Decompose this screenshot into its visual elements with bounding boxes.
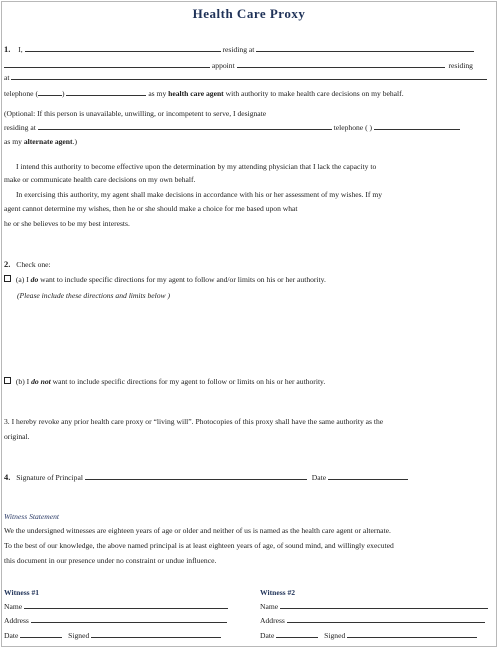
option-a-prefix: (a) I xyxy=(15,275,29,284)
alternate-address-field[interactable] xyxy=(38,122,332,130)
agent-address-field[interactable] xyxy=(11,72,487,80)
section-1-number: 1. xyxy=(4,44,11,54)
witness-2-address-field[interactable] xyxy=(287,615,485,623)
witness-2-date-field[interactable] xyxy=(276,630,318,638)
principal-address-cont-field[interactable] xyxy=(4,60,210,68)
option-b-checkbox[interactable] xyxy=(4,377,11,384)
section-1-line-3 xyxy=(4,72,487,83)
agent-authority-text: with authority to make health care decisions on my behalf. xyxy=(225,89,404,98)
as-my-label: as my xyxy=(148,89,167,98)
residing-label: residing xyxy=(448,61,473,70)
principal-address-field[interactable] xyxy=(256,44,474,52)
section-1-line-6 xyxy=(4,122,460,133)
section-4-number: 4. xyxy=(4,472,11,482)
witness-2-title: Witness #2 xyxy=(260,588,296,597)
witness-2-signed-label: Signed xyxy=(324,631,346,640)
option-b-do-not: do not xyxy=(31,377,51,386)
witness-2-signature-field[interactable] xyxy=(347,630,477,638)
section-2-number: 2. xyxy=(4,259,11,269)
witness-statement-line-1: We the undersigned witnesses are eighteen years of age or older and neither of us is named as the health care agent or alternate. xyxy=(4,526,391,535)
principal-name-field[interactable] xyxy=(25,44,221,52)
witness-statement-heading: Witness Statement xyxy=(4,512,60,521)
health-care-agent-label: health care agent xyxy=(168,89,224,98)
witness-1-name-field[interactable] xyxy=(24,601,228,609)
witness-2-name-label: Name xyxy=(260,602,279,611)
optional-line: (Optional: If this person is unavailable, unwilling, or incompetent to serve, I designate xyxy=(4,109,267,118)
section-1-line-7 xyxy=(4,137,77,147)
authority-paragraph-2b: agent cannot determine my wishes, then he or she should make a choice for me based upon what xyxy=(4,204,298,213)
witness-2-date-row xyxy=(260,630,477,641)
option-b-prefix: (b) I xyxy=(15,377,30,386)
witness-1-address-label: Address xyxy=(4,616,29,625)
tel-close-paren: ) xyxy=(61,89,65,98)
agent-telephone-field[interactable] xyxy=(66,88,146,96)
witness-1-signature-field[interactable] xyxy=(91,630,221,638)
witness-2-date-label: Date xyxy=(260,631,275,640)
witness-1-address-row xyxy=(4,615,227,626)
principal-date-label: Date xyxy=(311,473,327,482)
witness-1-date-field[interactable] xyxy=(20,630,62,638)
authority-paragraph-2: In exercising this authority, my agent shall make decisions in accordance with his or her assessment of my wishes. If my xyxy=(16,190,383,199)
check-one-label: Check one: xyxy=(16,260,51,269)
alt-telephone-label: telephone xyxy=(333,123,364,132)
as-my-label-2: as my xyxy=(4,137,22,146)
section-4-signature xyxy=(4,472,408,483)
authority-paragraph-2c: he or she believes to be my best interests. xyxy=(4,219,130,228)
witness-statement-line-3: this document in our presence under no constraint or undue influence. xyxy=(4,556,217,565)
at-label: at xyxy=(4,73,10,82)
signature-of-principal-label: Signature of Principal xyxy=(16,473,83,482)
page-title: Health Care Proxy xyxy=(192,6,306,21)
alternate-telephone-field[interactable] xyxy=(374,122,460,130)
option-a-text: want to include specific directions for my agent to follow and/or limits on his or her authority. xyxy=(40,275,326,284)
option-b xyxy=(4,377,325,387)
witness-2-address-row xyxy=(260,615,485,626)
alt-area-code-field[interactable]: ( ) xyxy=(365,123,373,132)
authority-paragraph-1b: make or communicate health care decisions on my own behalf. xyxy=(4,175,196,184)
witness-1-title: Witness #1 xyxy=(4,588,40,597)
section-1-line-2 xyxy=(4,60,473,71)
principal-date-field[interactable] xyxy=(328,472,408,480)
revoke-statement-2: original. xyxy=(4,432,30,441)
witness-1-address-field[interactable] xyxy=(31,615,227,623)
alternate-agent-label: alternate agent xyxy=(23,137,73,146)
tel-open-paren: ( xyxy=(35,89,38,98)
i-label: I, xyxy=(18,45,23,54)
witness-2-address-label: Address xyxy=(260,616,285,625)
residing-at-label: residing at xyxy=(222,45,255,54)
section-2-heading xyxy=(4,259,51,270)
option-b-text: want to include specific directions for my agent to follow or limits on his or her authority. xyxy=(52,377,326,386)
witness-1-signed-label: Signed xyxy=(68,631,90,640)
option-a-do: do xyxy=(30,275,39,284)
witness-statement-line-2: To the best of our knowledge, the above named principal is at least eighteen years of age, of sound mind, and willingly executed xyxy=(4,541,394,550)
agent-name-field[interactable] xyxy=(237,60,445,68)
alternate-end: .) xyxy=(72,137,77,146)
principal-signature-field[interactable] xyxy=(85,472,307,480)
witness-2-name-row xyxy=(260,601,488,612)
section-1-line-1 xyxy=(4,44,474,55)
revoke-statement: 3. I hereby revoke any prior health care proxy or “living will”. Photocopies of this proxy shall have the same authority as the xyxy=(4,417,384,426)
witness-1-name-label: Name xyxy=(4,602,23,611)
witness-1-date-label: Date xyxy=(4,631,19,640)
authority-paragraph-1: I intend this authority to become effective upon the determination by my attending physician that I lack the capacity to xyxy=(16,162,377,171)
option-a-checkbox[interactable] xyxy=(4,275,11,282)
section-1-line-4 xyxy=(4,88,404,99)
witness-1-name-row xyxy=(4,601,228,612)
appoint-label: appoint xyxy=(211,61,235,70)
alt-residing-at-label: residing at xyxy=(4,123,36,132)
option-a-note: (Please include these directions and limits below ) xyxy=(17,291,171,300)
witness-2-name-field[interactable] xyxy=(280,601,488,609)
agent-area-code-field[interactable] xyxy=(38,88,62,96)
telephone-label: telephone xyxy=(4,89,34,98)
option-a xyxy=(4,275,326,285)
witness-1-date-row xyxy=(4,630,221,641)
